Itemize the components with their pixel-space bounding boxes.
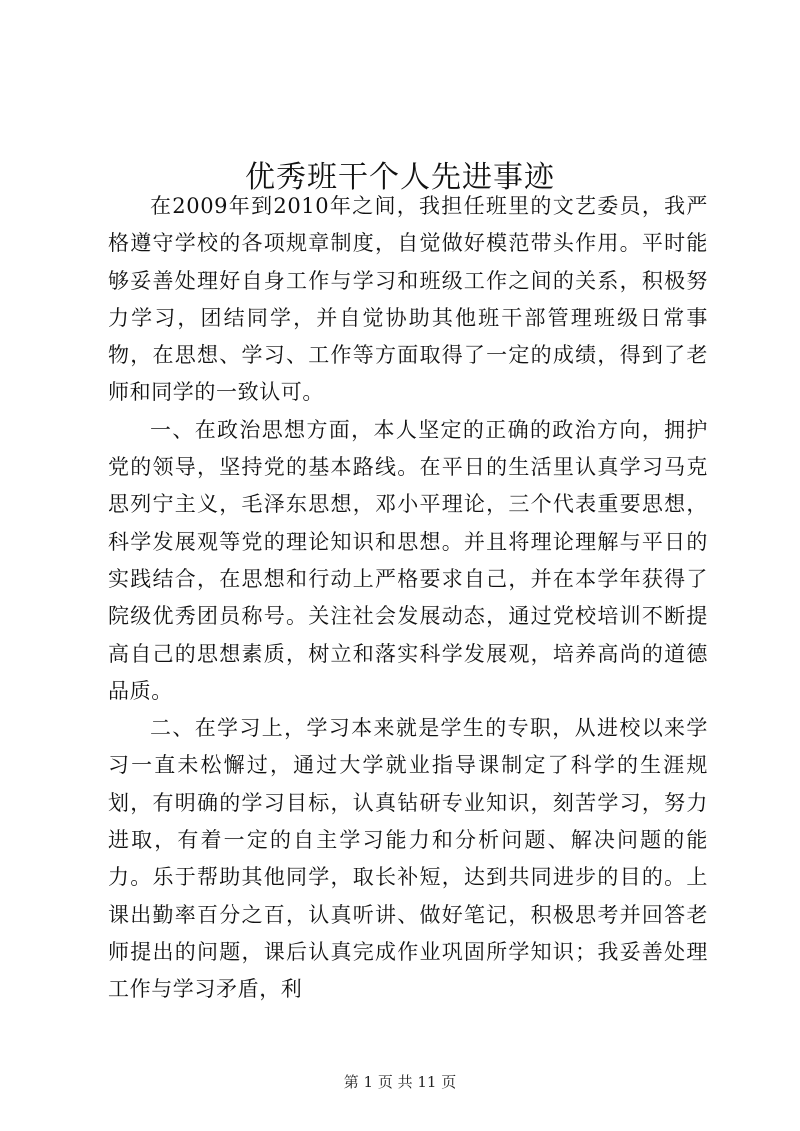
- paragraph-study: 二、在学习上，学习本来就是学生的专职，从进校以来学习一直未松懈过，通过大学就业指导课制定了科学的生涯规划，有明确的学习目标，认真钻研专业知识，刻苦学习，努力进取，有着一定的自主学习能力和分析问题、解决问题的能力。乐于帮助其他同学，取长补短，达到共同进步的目的。上课出勤率百分之百，认真听讲、做好笔记，积极思考并回答老师提出的问题，课后认真完成作业巩固所学知识；我妥善处理工作与学习矛盾，利: [108, 716, 708, 1002]
- paragraph-intro: 在2009年到2010年之间，我担任班里的文艺委员，我严格遵守学校的各项规章制度，自觉做好模范带头作用。平时能够妥善处理好自身工作与学习和班级工作之间的关系，积极努力学习，团结同学，并自觉协助其他班干部管理班级日常事物，在思想、学习、工作等方面取得了一定的成绩，得到了老师和同学的一致认可。: [108, 194, 708, 405]
- paragraph-political-thought: 一、在政治思想方面，本人坚定的正确的政治方向，拥护党的领导，坚持党的基本路线。在平日的生活里认真学习马克思列宁主义，毛泽东思想，邓小平理论，三个代表重要思想，科学发展观等党的理论知识和思想。并且将理论理解与平日的实践结合，在思想和行动上严格要求自己，并在本学年获得了院级优秀团员称号。关注社会发展动态，通过党校培训不断提高自己的思想素质，树立和落实科学发展观，培养高尚的道德品质。: [108, 417, 708, 703]
- page-number-indicator: 第 1 页 共 11 页: [343, 1073, 457, 1091]
- document-title: 优秀班干个人先进事迹: [245, 160, 555, 196]
- document-body: [108, 188, 708, 1009]
- page-footer: [0, 1072, 800, 1092]
